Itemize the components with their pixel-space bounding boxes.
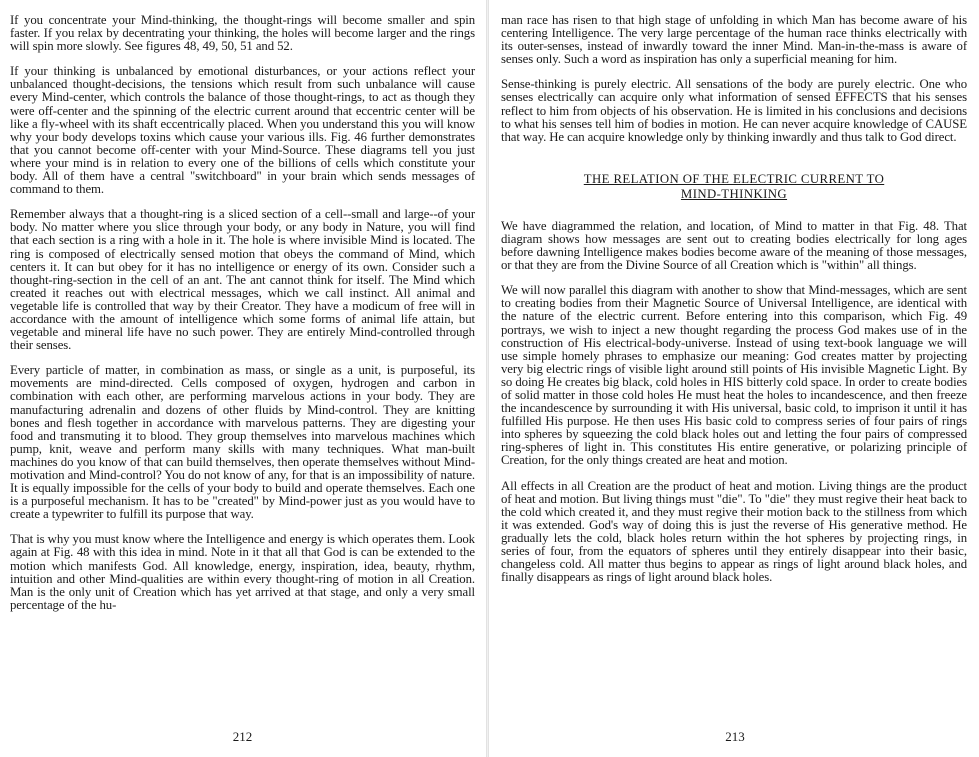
book-gutter	[486, 0, 489, 757]
right-paragraph-4: We will now parallel this diagram with another to show that Mind-messages, which are sent to creating bodies from their Magnetic Source of Universal Intelligence, are identical with the nature of the electric current. Before entering into this comparison, which Fig. 49 portrays, we wish to inject a new thought regarding the process God makes use of in the construction of His electrical-body-universe. Instead of using text-book language we will use simple homely phrases to emphasize our meaning: God creates matter by projecting very big electric rings of visible light around still points of His invisible Magnetic Light. By so doing He creates big black, cold holes in HIS bitterly cold space. In order to create bodies of solid matter in those cold holes He must heat the holes to incandescence, and then freeze the incandescence by surrounding it with His universal, basic cold, to imprison it until it has fulfilled His purpose. He then uses His basic cold to compress series of four pairs of rings into spheres by squeezing the cold black holes out and letting the four pairs of compressed ring-spheres of light in. This constitutes His entire generative, or polarizing principle of Creation, for the only things created are heat and motion.	[501, 283, 967, 468]
left-paragraph-3: Remember always that a thought-ring is a sliced section of a cell--small and large--of your body. No matter where you slice through your body, or any body in Nature, you will find that each section is a ring with a hole in it. The hole is where invisible Mind is located. The ring is composed of electrically sensed motion that obeys the command of Mind, which centers it. It can but obey for it has no intelligence or energy of its own. Consider such a thought-ring-section in the cell of an ant. The ant cannot think for itself. The Mind which created it reaches out with electrical messages, which we call instinct. All animal and vegetable life is controlled that way by their Creator. They have a modicum of free will in accordance with the amount of intelligence which some forms of animal life attain, but vegetable and mineral life have no such power. They are entirely Mind-controlled through their senses.	[10, 207, 475, 353]
page-number-right: 213	[725, 729, 745, 744]
left-paragraph-1: If you concentrate your Mind-thinking, the thought-rings will become smaller and spin faster. If you relax by decentrating your thinking, the holes will become larger and the rings will spin more slowly. See figures 48, 49, 50, 51 and 52.	[10, 13, 475, 54]
left-paragraph-5: That is why you must know where the Intelligence and energy is which operates them. Look again at Fig. 48 with this idea in mind. Note in it that all that God is can be extended to the motion which manifests God. All knowledge, energy, inspiration, idea, beauty, rhythm, intuition and other Mind-qualities are within every thought-ring of motion in all Creation. Man is the only unit of Creation which has yet arrived at that stage, and only a very small percentage of the hu-	[10, 532, 475, 612]
section-heading-line-1: THE RELATION OF THE ELECTRIC CURRENT TO	[583, 171, 885, 186]
section-heading-line-2: MIND-THINKING	[680, 186, 788, 201]
right-paragraph-5: All effects in all Creation are the product of heat and motion. Living things are the product of heat and motion. But living things must "die". To "die" they must regive their heat back to the cold which created it, and they must regive their motion back to the stillness from which it was extended. God's way of doing this is just the reverse of His generative method. He gradually lets the cold, black holes return within the hot spheres by projecting rings, in series of four, from the equators of spheres until they entirely disappear into their basic, changeless cold. All matter thus begins to appear as rings of light around black holes, and finally disappears as rings of light around black holes.	[501, 478, 967, 585]
section-heading	[501, 172, 967, 202]
right-paragraph-2: Sense-thinking is purely electric. All sensations of the body are purely electric. One who senses electrically can acquire only what information of sensed EFFECTS that his senses reflect to him from objects of his observation. He is limited in his conclusions and decisions to what his senses tell him of bodies in motion. He can never acquire knowledge of CAUSE that way. He can acquire knowledge only by thinking inwardly and thus talk to God direct.	[501, 77, 967, 144]
left-paragraph-2: If your thinking is unbalanced by emotional disturbances, or your actions reflect your unbalanced thought-decisions, the tensions which result from such unbalance will cause every Mind-center, which controls the balance of those thought-rings, to act as though they were off-center and the spinning of the electric current around that eccentric center will be like a fly-wheel with its shaft eccentrically placed. When you understand this you will know why your body develops toxins which cause your various ills. Fig. 46 further demonstrates that you cannot become off-center with your Mind-Source. These diagrams tell you just where your mind is in relation to every one of the billions of cells which constitute your body. All of them have a central "switchboard" in your brain which sends messages of command to them.	[10, 64, 475, 197]
left-paragraph-4: Every particle of matter, in combination as mass, or single as a unit, is purposeful, its movements are mind-directed. Cells composed of oxygen, hydrogen and carbon in combination with each other, are performing marvelous actions in your body. They are manufacturing adrenalin and dozens of other fluids by Mind-control. They are knitting bones and flesh together in accordance with marvelous patterns. They are digesting your food and transmuting it to blood. They group themselves into marvelous machines which pump, knit, weave and perform many skills with many techniques. What man-built machines do you know of that can build themselves, then operate themselves without Mind-motivation and Mind-control? You do not know of any, for that is an impossibility of nature. It is equally impossible for the cells of your body to build and operate themselves. Each one is a purposeful mechanism. It has to be "created" by Mind-power just as you would have to create a typewriter to fulfill its purpose that way.	[10, 363, 475, 522]
right-page	[491, 0, 979, 757]
right-paragraph-1: man race has risen to that high stage of unfolding in which Man has become aware of his centering Intelligence. The very large percentage of the human race thinks electrically with its outer-senses, instead of inwardly toward the inner Mind. Man-in-the-mass is aware of senses only. Such a word as inspiration has only a superficial meaning for him.	[501, 13, 967, 67]
page-number-left: 212	[232, 729, 253, 744]
right-paragraph-3: We have diagrammed the relation, and location, of Mind to matter in that Fig. 48. That diagram shows how messages are sent out to creating bodies electrically for long ages before dawning Intelligence makes bodies become aware of the meaning of those messages, or that they are from the Divine Source of all Creation which is "within" all things.	[501, 218, 967, 273]
left-page	[0, 0, 485, 757]
